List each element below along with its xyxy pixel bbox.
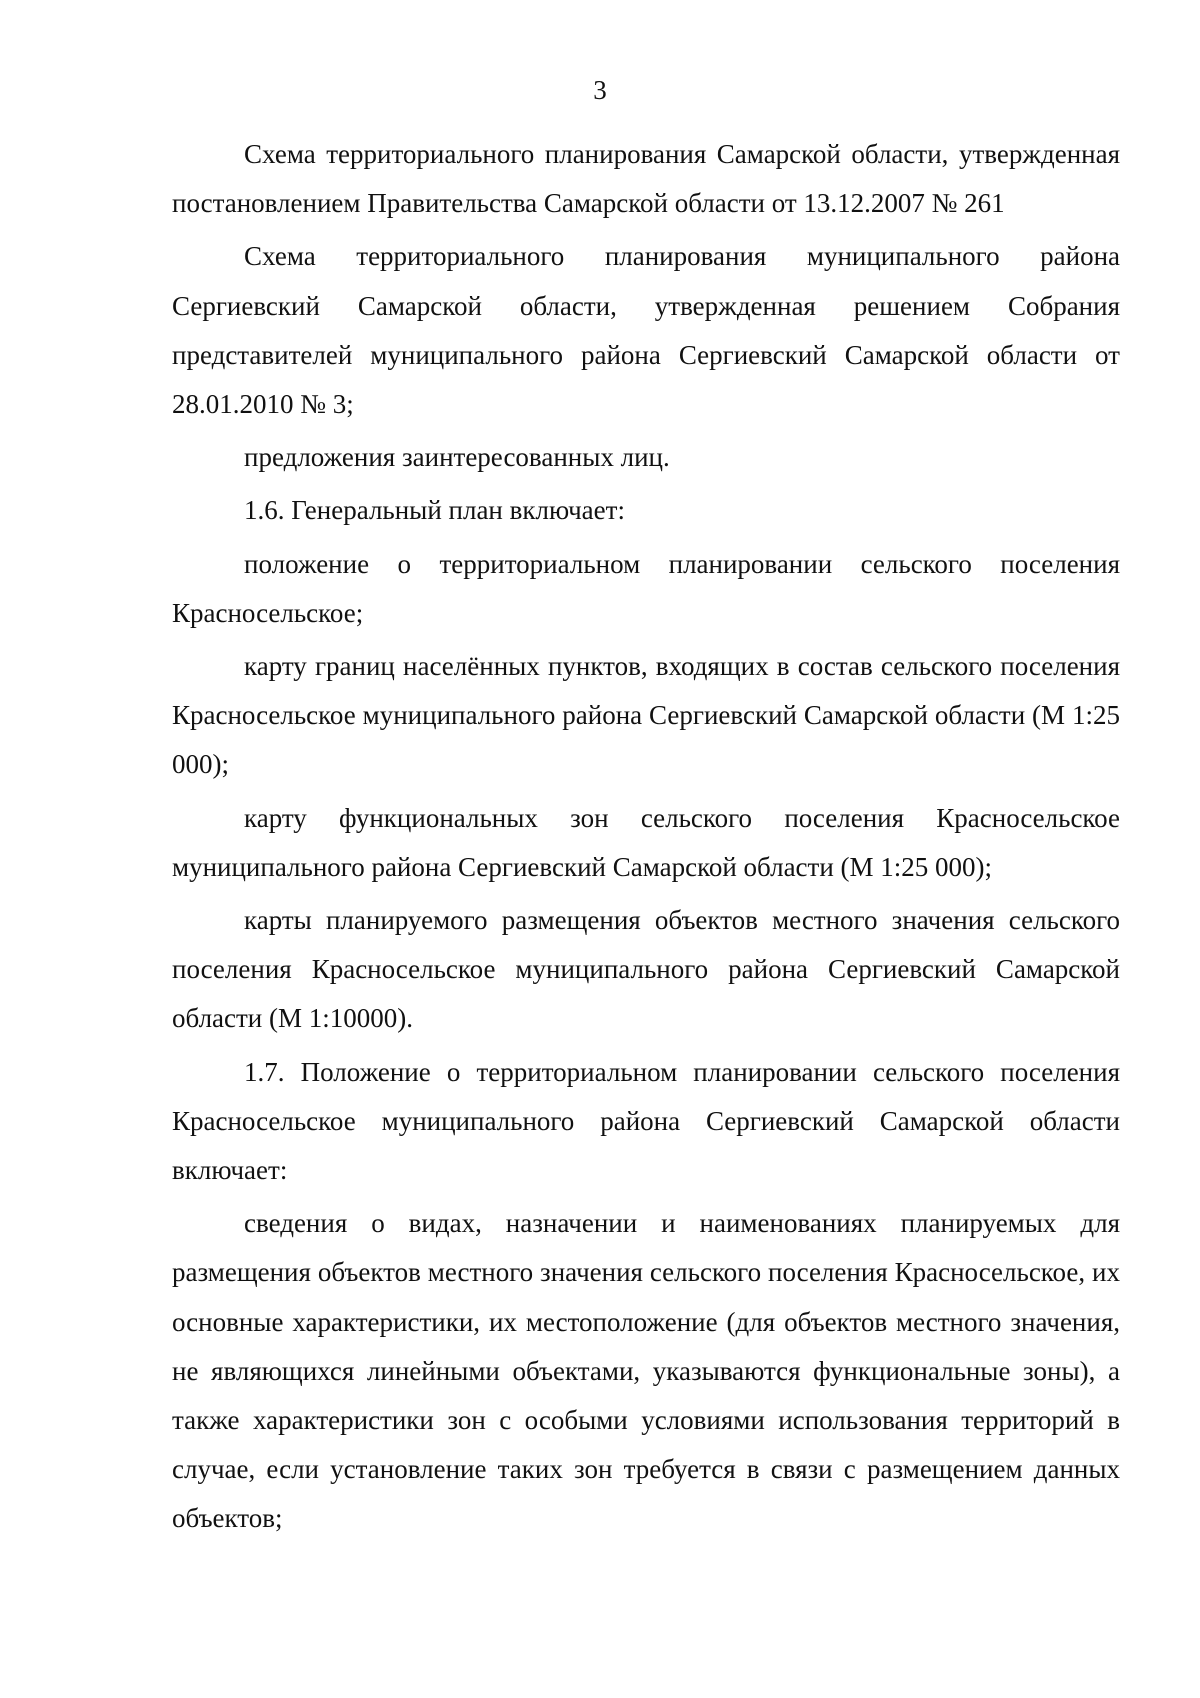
paragraph-proposals: предложения заинтересованных лиц. (244, 442, 670, 473)
document-body (172, 130, 1120, 1548)
paragraph-boundaries-map: карту границ населённых пунктов, входящих в состав сельского поселения Красносельское муниципального района Сергиевский Самарской области (М 1:25 000); (172, 651, 1120, 780)
paragraph-objects-maps: карты планируемого размещения объектов местного значения сельского поселения Красносельское муниципального района Сергиевский Самарской области (М 1:10000). (172, 905, 1120, 1034)
paragraph-zones-map: карту функциональных зон сельского поселения Красносельское муниципального района Сергиевский Самарской области (М 1:25 000); (172, 802, 1120, 882)
paragraph-section-1-7: 1.7. Положение о территориальном планировании сельского поселения Красносельское муниципального района Сергиевский Самарской области включает: (172, 1056, 1120, 1186)
paragraph-district-scheme: Схема территориального планирования муниципального района Сергиевский Самарской области, утвержденная решением Собрания представителей муниципального района Сергиевский Самарской области от 28.01.2010 № 3; (172, 241, 1120, 420)
paragraph-provision: положение о территориальном планировании сельского поселения Красносельское; (172, 548, 1120, 628)
page-number: 3 (593, 75, 607, 105)
paragraph-section-1-6: 1.6. Генеральный план включает: (244, 495, 625, 526)
paragraph-object-details: сведения о видах, назначении и наименованиях планируемых для размещения объектов местного значения сельского поселения Красносельское, их основные характеристики, их местоположение (для объектов местного значения, не являющихся линейными объектами, указываются функциональные зоны), а также характеристики зон с особыми условиями использования территорий в случае, если установление таких зон требуется в связи с размещением данных объектов; (172, 1208, 1120, 1534)
paragraph-regional-scheme: Схема территориального планирования Самарской области, утвержденная постановлением Правительства Самарской области от 13.12.2007 № 261 (172, 139, 1120, 219)
